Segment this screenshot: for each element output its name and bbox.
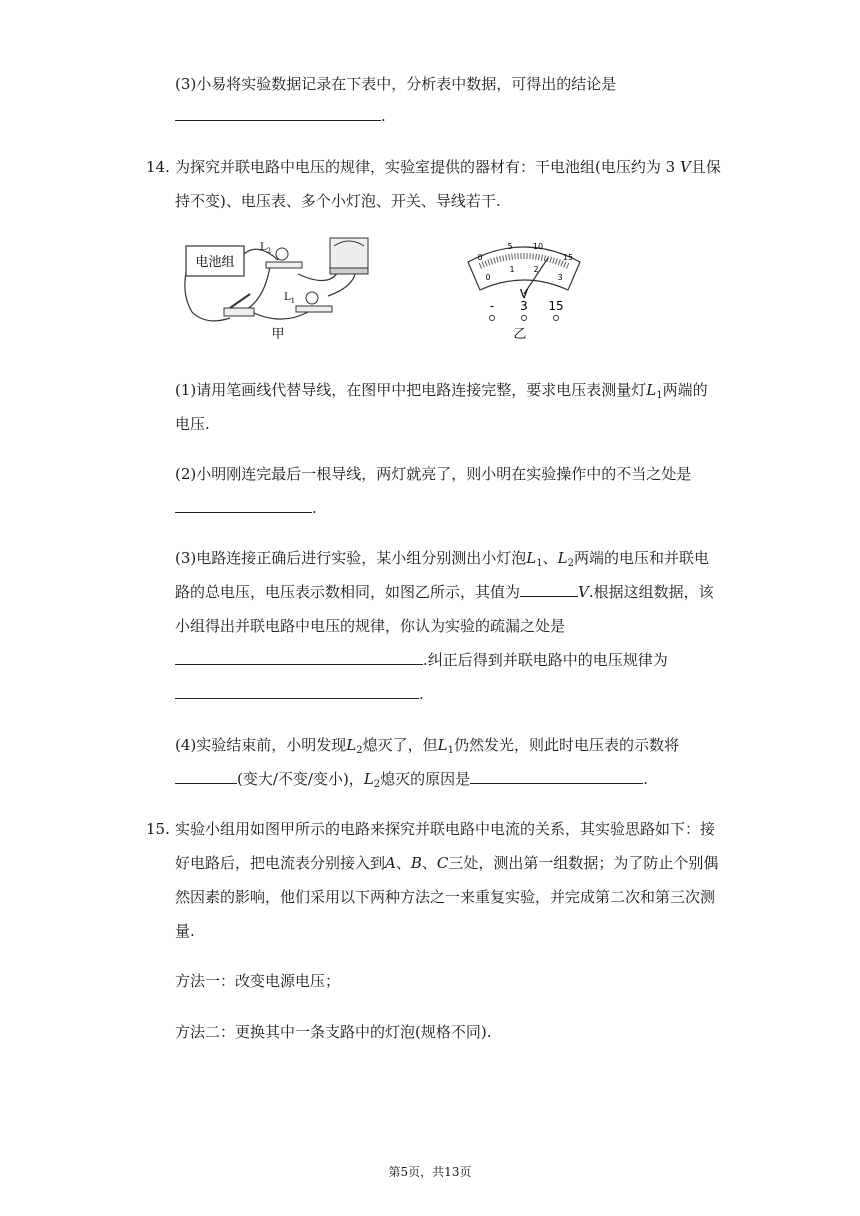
- bottom-tick-2: 2: [533, 265, 539, 274]
- question-number: 15.: [146, 820, 170, 838]
- circuit-diagram-jia: [178, 232, 378, 344]
- q14-part3-line3: 小组得出并联电路中电压的规律，你认为实验的疏漏之处是: [175, 617, 566, 635]
- terminal-15: 15: [548, 299, 564, 313]
- q14-part3-line2: 路的总电压，电压表示数相同，如图乙所示，其值为 V.根据这组数据，该: [175, 583, 714, 601]
- figure-caption-yi: 乙: [513, 327, 527, 342]
- q14-part3-line5: .: [175, 684, 424, 704]
- top-tick-0: 0: [477, 253, 483, 262]
- q15-line4: 量.: [175, 922, 195, 940]
- top-tick-3: 15: [562, 253, 574, 262]
- bottom-tick-0: 0: [485, 273, 491, 282]
- q14-part3-line1: (3)电路连接正确后进行实验，某小组分别测出小灯泡$L_1$、$L_2$两端的电压和并联电: [175, 549, 709, 569]
- answer-blank[interactable]: [175, 684, 419, 699]
- page-footer: 第5页，共13页: [388, 1165, 472, 1179]
- bottom-tick-1: 1: [509, 265, 515, 274]
- answer-blank[interactable]: [520, 582, 578, 597]
- lamp-l1-label: $L_1$: [284, 292, 296, 305]
- answer-blank[interactable]: [175, 498, 312, 513]
- q14-part4-line2: (变大/不变/变小)，$L_2$熄灭的原因是 .: [175, 769, 648, 795]
- lamp-l2-label: $L_2$: [260, 242, 272, 255]
- q14-part2-text: (2)小明刚连完最后一根导线，两灯就亮了，则小明在实验操作中的不当之处是: [175, 465, 692, 483]
- q15-line2: 好电路后，把电流表分别接入到A、B、C三处，测出第一组数据；为了防止个别偶: [175, 854, 719, 872]
- top-tick-1: 5: [507, 242, 513, 251]
- q15-line1: 实验小组用如图甲所示的电路来探究并联电路中电流的关系，其实验思路如下：接: [175, 820, 716, 838]
- voltmeter-dial-yi: [464, 236, 584, 344]
- q14-stem-line1: 为探究并联电路中电压的规律，实验室提供的器材有：干电池组(电压约为 3 V且保: [175, 158, 721, 176]
- q14-part2-answer-line: .: [175, 498, 317, 518]
- bottom-tick-3: 3: [557, 273, 563, 282]
- q14-part1-line1: (1)请用笔画线代替导线，在图甲中把电路连接完整，要求电压表测量灯$L_1$两端的: [175, 381, 708, 401]
- q15-line3: 然因素的影响，他们采用以下两种方法之一来重复实验，并完成第二次和第三次测: [175, 888, 716, 906]
- q13-part3-text: (3)小易将实验数据记录在下表中，分析表中数据，可得出的结论是: [175, 75, 617, 93]
- terminal-neg: -: [489, 299, 495, 313]
- figure-caption-jia: 甲: [271, 327, 285, 342]
- q14-part1-line2: 电压.: [175, 415, 210, 433]
- answer-blank[interactable]: [175, 769, 237, 784]
- q14-stem-line2: 持不变)、电压表、多个小灯泡、开关、导线若干.: [175, 192, 501, 210]
- answer-blank[interactable]: [175, 650, 423, 665]
- q14-part3-line4: .纠正后得到并联电路中的电压规律为: [175, 650, 668, 670]
- answer-blank[interactable]: [470, 769, 643, 784]
- top-tick-2: 10: [532, 242, 544, 251]
- q14-part4-line1: (4)实验结束前，小明发现$L_2$熄灭了，但$L_1$仍然发光，则此时电压表的示数将: [175, 736, 679, 756]
- question-number: 14.: [146, 158, 170, 176]
- q13-part3-answer-line: .: [175, 106, 386, 126]
- q15-method1: 方法一：改变电源电压；: [175, 972, 341, 990]
- answer-blank[interactable]: [175, 106, 381, 121]
- q15-method2: 方法二：更换其中一条支路中的灯泡(规格不同).: [175, 1023, 492, 1041]
- battery-label: 电池组: [195, 255, 235, 270]
- unit-label: V: [519, 287, 529, 301]
- terminal-3: 3: [520, 299, 528, 313]
